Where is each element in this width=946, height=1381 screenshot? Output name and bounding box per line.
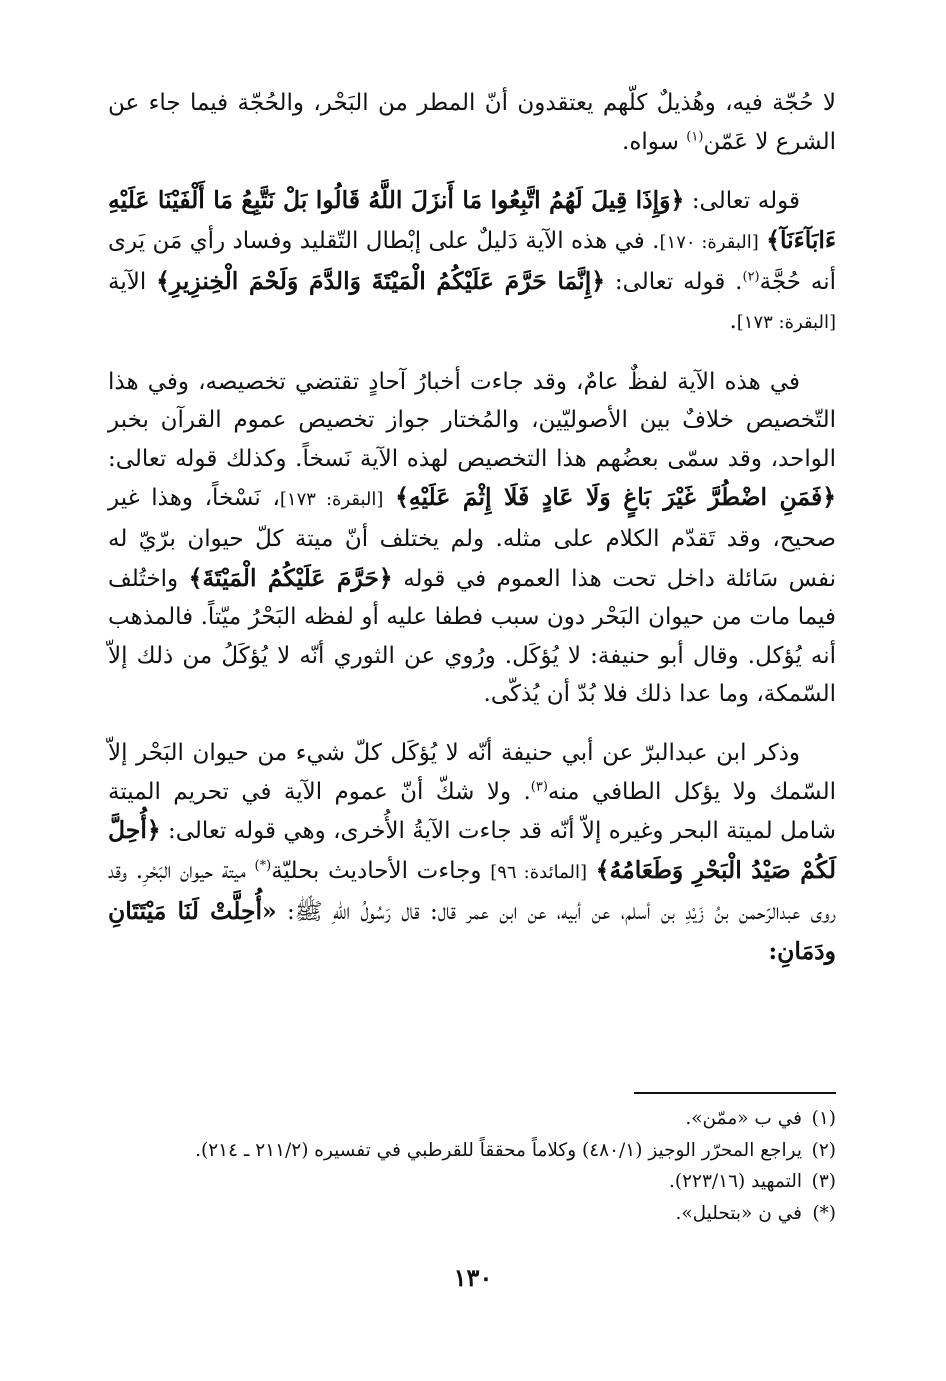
quran-quote: ﴿فَمَنِ اضْطُرَّ غَيْرَ بَاغٍ وَلَا عَادٍ فَلَا إِثْمَ عَلَيْهِ﴾ xyxy=(395,483,836,512)
paragraph xyxy=(108,84,836,161)
footnote-marker: (*) xyxy=(254,858,272,874)
quran-quote: «أُحِلَّتْ لَنَا مَيْتَتَانِ ودَمَانِ: xyxy=(108,897,836,965)
text-run: لا حُجّة فيه، وهُذيلٌ كلّهم يعتقدون أنّ المطر من البَحْر، والحُجّة فيما جاء عن الشرع لا عَمّن xyxy=(108,90,836,155)
verse-reference: [البقرة: ١٧٣] xyxy=(736,311,836,333)
text-run: . xyxy=(729,307,737,334)
text-run: . قوله تعالى: xyxy=(605,269,743,296)
text-run: الآية xyxy=(108,269,157,296)
footnote xyxy=(108,1166,836,1198)
quran-quote: ﴿إِنَّمَا حَرَّمَ عَلَيْكُمُ الْمَيْتَةَ وَالدَّمَ وَلَحْمَ الْخِنزِيرِ﴾ xyxy=(156,267,605,296)
verse-reference: [البقرة: ١٧٣] xyxy=(279,489,384,511)
paragraph xyxy=(108,181,836,342)
footnote-marker: (٢) xyxy=(742,269,760,285)
page-number: ١٣٠ xyxy=(453,1263,493,1292)
footnote-number: (*) xyxy=(812,1202,836,1224)
text-run: وجاءت الأحاديث بحليّة xyxy=(271,857,491,884)
verse-reference: [المائدة: ٩٦] xyxy=(490,861,588,883)
text-run: قوله تعالى: xyxy=(684,188,800,215)
footnotes xyxy=(108,1103,836,1229)
paragraph xyxy=(108,734,836,972)
quran-quote: ﴿وَإِذَا قِيلَ لَهُمُ اتَّبِعُوا مَا أَنزَلَ اللَّهُ قَالُوا بَلْ نَتَّبِعُ مَا أَلْفَيْنَا عَلَيْهِ ءَابَآءَنَآ﴾ xyxy=(108,186,837,254)
footnote-text: التمهيد (٢٢٣/١٦). xyxy=(668,1171,802,1192)
text-run: ميتة حيوان البَحْرِ. وقد روى عبدالرّحمن بنُ زَيْدِ بن أسلم، عن أبيه، عن ابن عمر قال: قال رَسُولُ اللّهِ ﷺ: xyxy=(108,857,836,926)
paragraph xyxy=(108,363,836,714)
footnote xyxy=(108,1135,836,1167)
quran-quote: ﴿حَرَّمَ عَلَيْكُمُ الْمَيْتَةَ﴾ xyxy=(188,563,393,592)
text-run: واختُلف فيما مات من حيوان البَحْر دون سبب فطفا عليه أو لفظه البَحْرُ ميّتاً. فالمذهب أنه يُؤكل. وقال أبو حنيفة: لا يُؤكَل. ورُوي عن الثوري أنّه لا يُؤكَلُ من ذلك إلاّ السّمكة، وما عدا ذلك فلا بُدّ أن يُذكّى. xyxy=(108,565,836,708)
text-run: سواه. xyxy=(622,128,687,155)
footnote-marker: (٣) xyxy=(530,778,548,794)
text-run: . ولا شكّ أنّ عموم الآية في تحريم الميتة شامل لميتة البحر وغيره إلاّ أنّه قد جاءت الآيةُ الأُخرى، وهي قوله تعالى: xyxy=(108,778,836,845)
footnote xyxy=(108,1103,836,1135)
text-run xyxy=(587,858,596,884)
quran-quote: ﴿أُحِلَّ لَكُمْ صَيْدُ الْبَحْرِ وَطَعَامُهُ﴾ xyxy=(108,816,837,884)
text-run: ، نَسْخاً، وهذا غير صحيح، وقد تَقدّم الكلام على مثله. ولم يختلف أنّ ميتة كلّ حيوان برّيّ له نفس سَائلة داخل تحت هذا العموم في قوله xyxy=(108,485,837,592)
footnote-number: (٢) xyxy=(811,1139,836,1161)
footnote-separator xyxy=(634,1092,836,1094)
footnote xyxy=(108,1198,836,1230)
footnote-number: (٣) xyxy=(811,1171,836,1192)
footnote-text: يراجع المحرّر الوجيز (٤٨٠/١) وكلاماً محققاً للقرطبي في تفسيره (٢١١/٢ ـ ٢١٤). xyxy=(195,1139,802,1161)
text-run: في هذه الآية لفظٌ عامٌ، وقد جاءت أخبارُ آحادٍ تقتضي تخصيصه، وفي هذا التّخصيص خلافٌ بين الأصوليّين، والمُختار جواز تخصيص عموم القرآن بخبر الواحد، وقد سمّى بعضُهم هذا التخصيص لهذه الآية نَسخاً. وكذلك قوله تعالى: xyxy=(108,368,836,472)
footnote-marker: (١) xyxy=(686,128,704,144)
footnote-text: في ب «ممّن». xyxy=(685,1108,802,1129)
verse-reference: [البقرة: ١٧٠] xyxy=(659,231,759,253)
text-run: . في هذه الآية دَليلٌ على إبْطال التّقليد وفساد رأي مَن يَرى أنه حُجَّة xyxy=(108,227,836,296)
footnote-number: (١) xyxy=(811,1108,836,1129)
text-run xyxy=(383,485,395,511)
footnote-text: في ن «بتحليل». xyxy=(675,1202,802,1224)
main-text xyxy=(108,84,836,991)
text-run: وذكر ابن عبدالبرّ عن أبي حنيفة أنّه لا يُؤكَل كلّ شيء من حيوان البَحْر إلاّ السّمك ولا يؤكل الطافي منه xyxy=(108,739,837,805)
